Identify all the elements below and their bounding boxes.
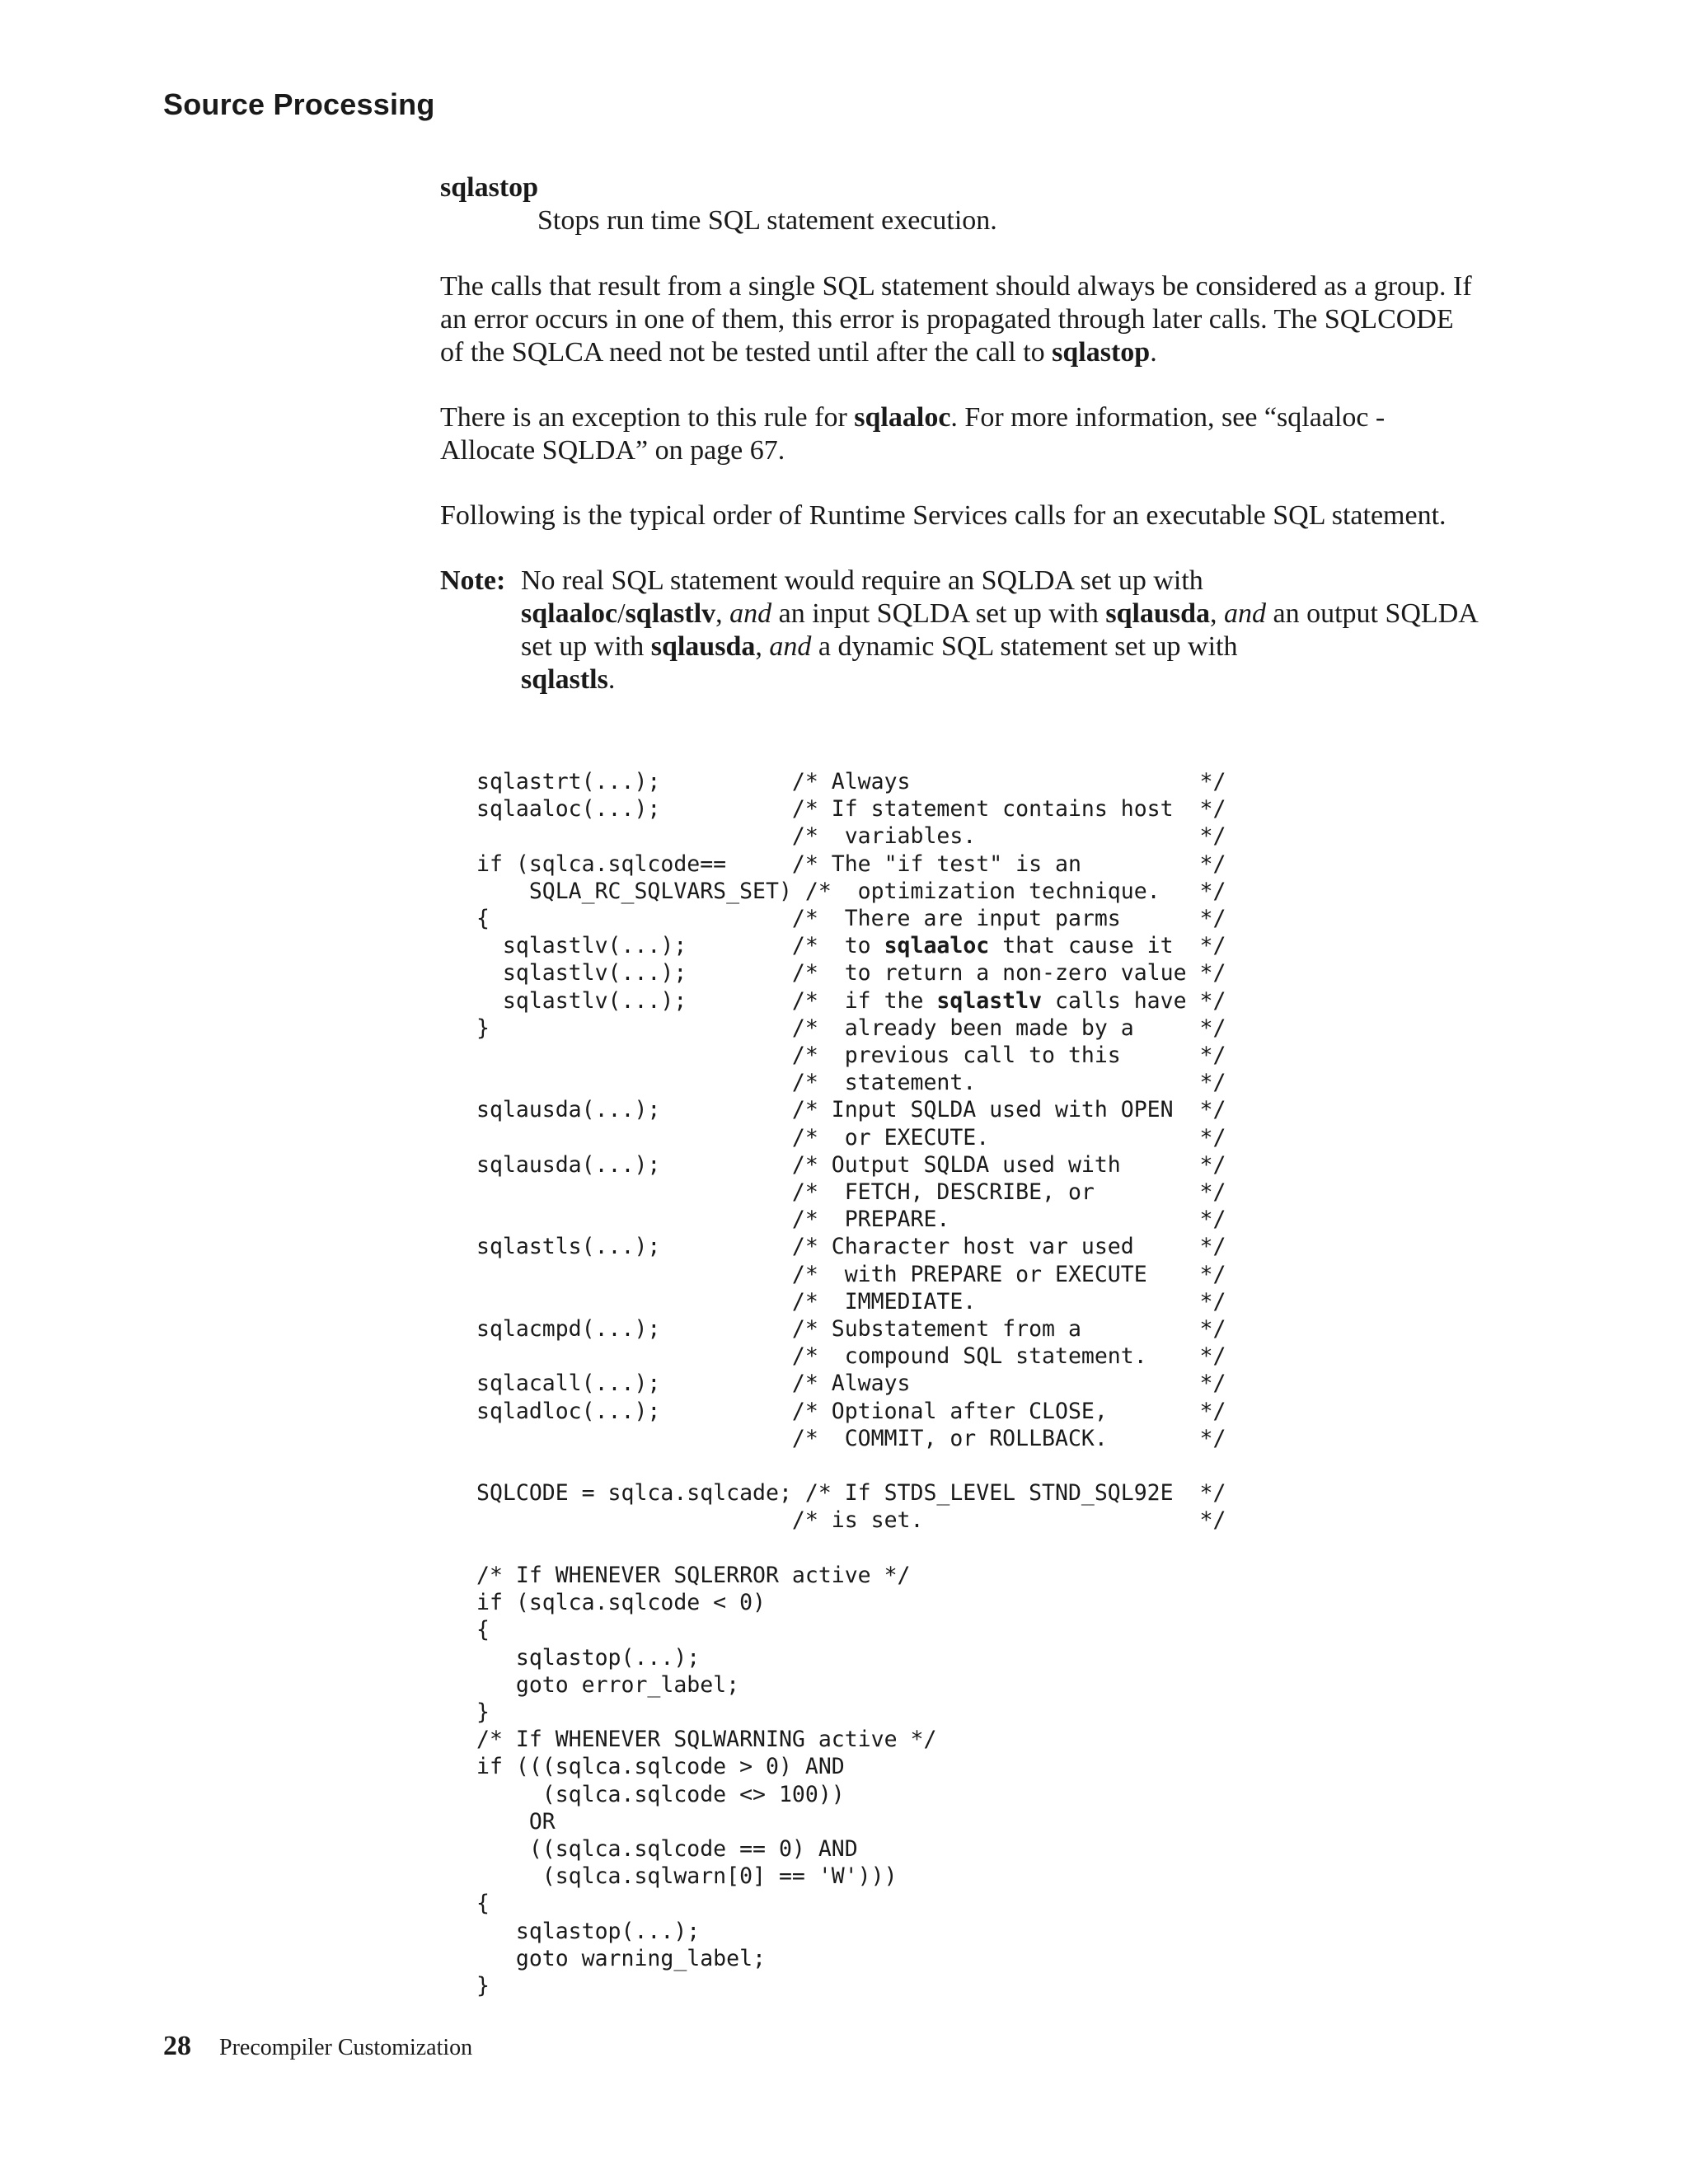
page-number: 28 [163, 2031, 191, 2061]
definition-term: sqlastop [440, 172, 539, 203]
book-title: Precompiler Customization [219, 2035, 473, 2060]
paragraph-calls-group: The calls that result from a single SQL statement should always be considered as a group. If an error occurs in one of them, this error is propagated through later calls. The SQLCODE of the SQLCA need not be tested until after the call to sqlastop. [440, 271, 1472, 368]
page-header: Source Processing [163, 87, 435, 121]
main-content [440, 171, 1479, 703]
paragraph-typical-order: Following is the typical order of Runtime Services calls for an executable SQL statement. [440, 500, 1447, 531]
page-footer [163, 2031, 472, 2062]
note-block [440, 565, 1479, 696]
sqlastop-ref: sqlastop [1052, 337, 1151, 368]
code-listing: sqlastrt(...); /* Always */ sqlaaloc(...); /* If statement contains host */ /* variables. */ if (sqlca.sqlcode== /* The "if test" is an */ SQLA_RC_SQLVARS_SET) /* optimization technique. */ { /* There are input parms */ sqlastlv(...); /* to sqlaaloc that cause it */ sqlastlv(...); /* to return a non-zero value */ sqlastlv(...); /* if the sqlastlv calls have */ } /* already been made by a */ /* previous call to this */ /* statement. */ sqlausda(...); /* Input SQLDA used with OPEN */ /* or EXECUTE. */ sqlausda(...); /* Output SQLDA used with */ /* FETCH, DESCRIBE, or */ /* PREPARE. */ sqlastls(...); /* Character host var used */ /* with PREPARE or EXECUTE */ /* IMMEDIATE. */ sqlacmpd(...); /* Substatement from a */ /* compound SQL statement. */ sqlacall(...); /* Always */ sqladloc(...); /* Optional after CLOSE, */ /* COMMIT, or ROLLBACK. */ SQLCODE = sqlca.sqlcade; /* If STDS_LEVEL STND_SQL92E */ /* is set. */ /* If WHENEVER SQLERROR active */ if (sqlca.sqlcode < 0) { sqlastop(...); goto error_label; } /* If WHENEVER SQLWARNING active */ if (((sqlca.sqlcode > 0) AND (sqlca.sqlcode <> 100)) OR ((sqlca.sqlcode == 0) AND (sqlca.sqlwarn[0] == 'W'))) { sqlastop(...); goto warning_label; } [476, 769, 1226, 1999]
cross-reference-link[interactable]: . For more information, see “sqlaaloc - Allocate SQLDA” on page 67. [440, 402, 1386, 466]
sqlaaloc-ref: sqlaaloc [854, 402, 951, 433]
definition-description: Stops run time SQL statement execution. [537, 205, 997, 236]
note-text: No real SQL statement would require an SQLDA set up with sqlaaloc/sqlastlv, and an input SQLDA set up with sqlausda, and an output SQLDA set up with sqlausda, and a dynamic SQL statement set up with sqlastls. [521, 565, 1477, 695]
paragraph-exception: There is an exception to this rule for sqlaaloc. For more information, see “sqlaaloc - Allocate SQLDA” on page 67. [440, 402, 1386, 466]
note-label: Note: [440, 565, 506, 596]
